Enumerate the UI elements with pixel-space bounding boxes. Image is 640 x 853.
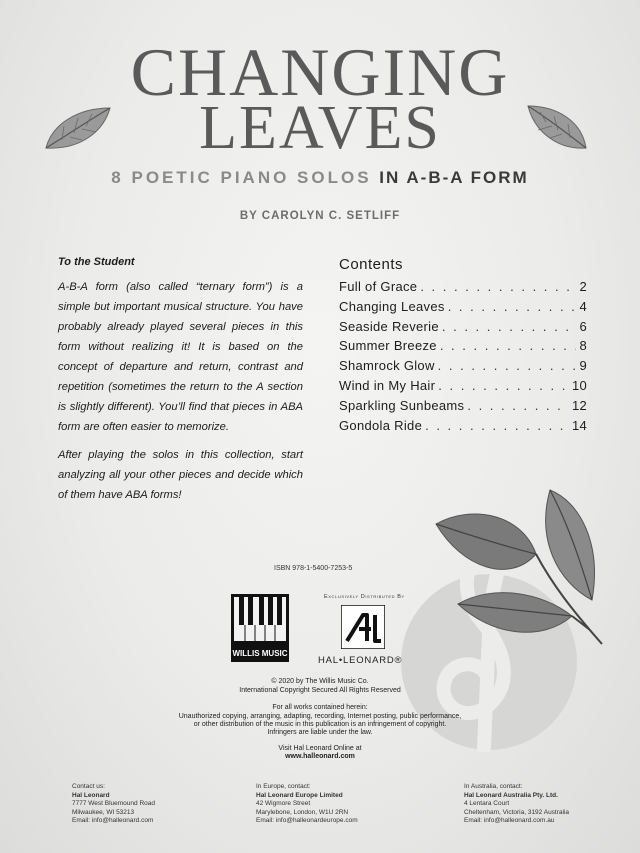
contact-australia (464, 783, 569, 826)
contact-address-1: 42 Wigmore Street (256, 800, 311, 807)
toc-title: Wind in My Hair (339, 377, 436, 393)
toc-page: 2 (579, 279, 587, 294)
willis-music-logo (231, 594, 289, 662)
willis-logo-text: WILLIS MUSIC (232, 649, 288, 658)
subtitle-part-1: 8 POETIC PIANO SOLOS (111, 168, 372, 187)
copyright-line: © 2020 by The Willis Music Co. (271, 678, 369, 685)
contact-label: Contact us: (72, 783, 105, 790)
contact-address-2: Milwaukee, WI 53213 (72, 808, 135, 816)
distributed-by-label: Exclusively Distributed By (324, 594, 405, 600)
contact-label: In Australia, contact: (464, 783, 523, 790)
student-paragraph-2: After playing the solos in this collection, start analyzing all your other pieces and decide which of them have ABA forms! (58, 449, 303, 501)
hal-leonard-logo-icon (341, 605, 385, 649)
hal-leonard-wordmark: HAL•LEONARD® (318, 655, 403, 666)
toc-entry[interactable] (339, 279, 587, 299)
student-heading: To the Student (58, 256, 135, 268)
toc-entry[interactable] (339, 358, 587, 378)
contact-company: Hal Leonard Australia Pty. Ltd. (464, 791, 558, 799)
title-line-2: LEAVES (199, 94, 441, 162)
toc-page: 9 (579, 358, 587, 374)
toc-title: Gondola Ride (339, 417, 423, 433)
toc-title: Full of Grace (339, 279, 418, 294)
toc-title: Shamrock Glow (339, 358, 435, 374)
website-link[interactable]: www.halleonard.com (285, 753, 355, 760)
contact-address-2: Marylebone, London, W1U 2RN (256, 808, 349, 816)
leaf-left-icon (42, 104, 116, 154)
toc-entry[interactable] (339, 398, 587, 418)
leaf-right-icon (524, 100, 590, 152)
contact-address-1: 7777 West Bluemound Road (72, 800, 155, 807)
toc-page: 4 (579, 298, 587, 314)
warning-line-1: Unauthorized copying, arranging, adapting, recording, Internet posting, public performance, (178, 713, 462, 720)
copyright-secured: International Copyright Secured All Rights Reserved (239, 687, 401, 694)
contact-usa (72, 783, 155, 826)
contact-email[interactable]: Email: info@halleonardeurope.com (256, 817, 358, 824)
toc-title: Summer Breeze (339, 338, 437, 354)
table-of-contents (339, 256, 587, 437)
warning-line-2: or other distribution of the music in this publication is an infringement of copyright. (193, 721, 447, 728)
contact-company: Hal Leonard Europe Limited (256, 791, 343, 799)
contact-label: In Europe, contact: (256, 783, 311, 790)
visit-line: Visit Hal Leonard Online at (278, 745, 362, 752)
student-paragraph-1: A-B-A form (also called “ternary form”) is a simple but important musical structure. You have probably already played several pieces in this form without realizing it! It is based on the concept of departure and return, contrast and repetition (sometimes the return to the A section is slightly different). You’ll find that pieces in ABA form are often easier to memorize. (58, 281, 303, 433)
toc-title: Sparkling Sunbeams (339, 397, 465, 413)
contents-heading: Contents (339, 256, 404, 273)
toc-entry[interactable] (339, 299, 587, 319)
toc-title: Seaside Reverie (339, 318, 439, 334)
warning-line-3: Infringers are liable under the law. (267, 729, 373, 736)
toc-page: 12 (571, 397, 587, 413)
branch-leaves-icon (432, 484, 610, 660)
toc-entry[interactable] (339, 319, 587, 339)
contact-address-1: 4 Lentara Court (464, 800, 510, 807)
toc-entry[interactable] (339, 338, 587, 358)
contact-email[interactable]: Email: info@halleonard.com.au (464, 817, 555, 824)
toc-page: 14 (571, 417, 587, 433)
title-line-1: CHANGING (130, 34, 510, 110)
byline: BY CAROLYN C. SETLIFF (239, 210, 401, 222)
subtitle-part-2: IN A-B-A FORM (379, 168, 529, 187)
toc-entry[interactable] (339, 378, 587, 398)
to-the-student (58, 256, 303, 513)
isbn: ISBN 978-1-5400-7253-5 (274, 565, 353, 572)
contact-company: Hal Leonard (72, 791, 110, 799)
toc-title: Changing Leaves (339, 298, 445, 314)
contact-europe (256, 783, 358, 826)
contact-address-2: Cheltenham, Victoria, 3192 Australia (464, 808, 570, 816)
toc-page: 6 (579, 318, 587, 334)
toc-entry[interactable] (339, 418, 587, 438)
contact-email[interactable]: Email: info@halleonard.com (72, 817, 154, 824)
works-intro: For all works contained herein: (272, 704, 368, 711)
subtitle (0, 168, 640, 188)
toc-page: 10 (571, 377, 587, 393)
toc-page: 8 (579, 338, 587, 354)
